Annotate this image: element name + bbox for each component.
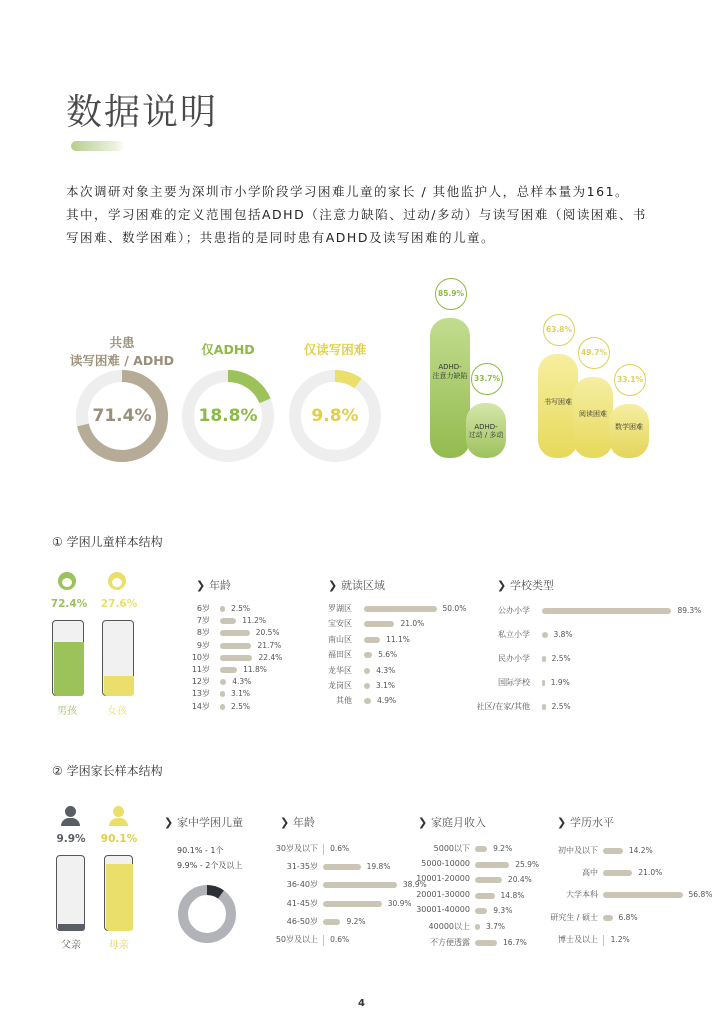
bar xyxy=(475,846,487,852)
bar-label: 民办小学 xyxy=(498,654,530,663)
children-donut-arc xyxy=(207,890,221,894)
bar-label: 36-40岁 xyxy=(286,880,318,890)
chevron-right-icon: ❯ xyxy=(280,816,294,829)
parent-bar-fill xyxy=(58,924,85,931)
bar-value: 2.5% xyxy=(551,702,571,711)
donut-label-line1: 仅ADHD xyxy=(201,342,255,357)
bar xyxy=(364,606,437,612)
pill-label-line: 注意力缺陷 xyxy=(432,371,468,380)
bar-label: 宝安区 xyxy=(328,619,352,629)
chevron-right-icon: ❯ xyxy=(196,579,210,592)
bar xyxy=(475,893,495,899)
title-underline xyxy=(71,141,125,151)
children-donut-track xyxy=(183,890,231,938)
bar-value: 4.3% xyxy=(232,677,252,687)
donut-label xyxy=(168,340,288,358)
bar-value: 22.4% xyxy=(258,652,283,662)
parent-bar-fill xyxy=(106,864,133,931)
subtitle-text: 学历水平 xyxy=(570,816,615,829)
bar-value: 16.7% xyxy=(503,937,527,947)
children-donut xyxy=(175,882,239,946)
bar xyxy=(220,655,252,661)
bar-value: 2.5% xyxy=(551,654,571,663)
donut-label-line1: 仅读写困难 xyxy=(303,342,367,357)
bar-label: 10岁 xyxy=(191,652,210,662)
bar xyxy=(323,882,397,888)
bar-value: 20.5% xyxy=(255,628,280,638)
pill-label-line: ADHD- xyxy=(474,422,498,431)
gender-bar-fill xyxy=(54,642,84,696)
pill-label xyxy=(609,423,649,432)
bar xyxy=(364,652,372,658)
bar-label: 7岁 xyxy=(196,616,210,626)
chevron-right-icon: ❯ xyxy=(557,816,571,829)
bar-value: 19.8% xyxy=(366,862,391,872)
bar-tick xyxy=(323,935,324,946)
pill-label-line: 数学困难 xyxy=(615,423,643,431)
donut-value: 71.4% xyxy=(92,406,152,426)
page-title: 数据说明 xyxy=(66,92,219,133)
bar xyxy=(220,630,250,636)
intro-line-3: 写困难、数学困难）；共患指的是同时患有ADHD及读写困难的儿童。 xyxy=(66,230,495,245)
bar-value: 2.5% xyxy=(231,701,251,711)
chevron-right-icon: ❯ xyxy=(418,816,432,829)
children-subtitle xyxy=(164,814,243,830)
chevron-right-icon: ❯ xyxy=(328,579,342,592)
income-subtitle xyxy=(418,814,486,830)
bar xyxy=(542,704,546,710)
pill-value-badge: 33.1% xyxy=(614,364,646,396)
pill-label xyxy=(538,398,578,407)
bar xyxy=(475,877,502,883)
section1-title: ① 学困儿童样本结构 xyxy=(52,535,163,549)
bar-label: 11岁 xyxy=(191,665,210,674)
chevron-right-icon: ❯ xyxy=(497,579,511,592)
school-subtitle xyxy=(497,577,554,593)
girl-icon-face xyxy=(112,578,122,587)
parent-bar-frame xyxy=(56,855,85,931)
father-icon xyxy=(65,806,76,817)
bar-value: 9.3% xyxy=(493,906,513,916)
donut-arc xyxy=(335,376,358,383)
gender-pct: 72.4% xyxy=(50,598,88,610)
intro-line-1: 本次调研对象主要为深圳市小学阶段学习困难儿童的家长 / 其他监护人，总样本量为161。 xyxy=(66,184,630,199)
subtitle-text: 就读区域 xyxy=(341,579,386,592)
bar-label: 8岁 xyxy=(196,628,210,638)
donut-value: 18.8% xyxy=(198,406,258,426)
bar-value: 38.9% xyxy=(402,880,427,890)
bar xyxy=(323,864,361,870)
bar xyxy=(603,848,623,854)
bar-label: 41-45岁 xyxy=(286,898,318,908)
parent-label: 母亲 xyxy=(109,940,129,951)
bar xyxy=(364,683,370,689)
father-icon-body xyxy=(61,818,80,826)
bar-value: 1.2% xyxy=(610,934,630,944)
bar-value: 6.8% xyxy=(618,912,638,922)
bar-label: 龙华区 xyxy=(328,665,352,675)
bar-value: 11.2% xyxy=(242,616,267,626)
bar-value: 30.9% xyxy=(387,898,412,908)
gender-pct: 27.6% xyxy=(100,598,138,610)
pill-value-badge: 49.7% xyxy=(578,337,610,369)
parent-pct: 9.9% xyxy=(56,833,86,845)
subtitle-text: 学校类型 xyxy=(510,579,555,592)
bar-label: 初中及以下 xyxy=(558,846,598,855)
intro-line-2: 其中，学习困难的定义范围包括ADHD（注意力缺陷、过动/多动）与读写困难（阅读困难、书 xyxy=(66,207,647,222)
bar xyxy=(475,862,509,868)
donut-value: 9.8% xyxy=(311,406,359,426)
bar-value: 9.2% xyxy=(493,844,513,853)
bar xyxy=(603,892,683,898)
bar-value: 2.5% xyxy=(231,604,251,613)
pill-label xyxy=(466,423,506,441)
bar-label: 40000以上 xyxy=(428,922,470,931)
bar-label: 不方便透露 xyxy=(430,937,470,947)
pill-label-line: 过动 / 多动 xyxy=(468,431,504,440)
gender-label: 男孩 xyxy=(57,706,77,717)
bar xyxy=(542,680,545,686)
bar-value: 9.2% xyxy=(346,916,366,926)
bar-value: 3.8% xyxy=(553,630,573,639)
bar-label: 南山区 xyxy=(328,634,352,644)
donut-label xyxy=(62,333,182,369)
bar xyxy=(364,621,394,627)
parent-pct: 90.1% xyxy=(100,833,138,845)
gender-label: 女孩 xyxy=(107,706,127,717)
gender-bar-fill xyxy=(104,676,134,696)
bar-label: 龙岗区 xyxy=(328,681,352,690)
pill-value-badge: 33.7% xyxy=(471,363,503,395)
bar-label: 博士及以上 xyxy=(558,934,598,944)
bar xyxy=(475,908,487,914)
bar xyxy=(364,668,370,674)
bar-value: 21.0% xyxy=(638,868,663,878)
bar-value: 11.8% xyxy=(243,665,267,674)
bar-value: 21.7% xyxy=(257,640,282,650)
pill-label xyxy=(430,363,470,381)
pill-label-line: ADHD- xyxy=(438,363,462,371)
bar xyxy=(220,704,225,710)
bar-label: 5000-10000 xyxy=(421,858,470,868)
bar-label: 公办小学 xyxy=(498,606,530,615)
bar-label: 高中 xyxy=(582,868,598,878)
bar xyxy=(220,667,237,673)
bar xyxy=(364,698,371,704)
bar-value: 50.0% xyxy=(442,604,467,613)
bar xyxy=(364,637,380,643)
bar xyxy=(542,656,546,662)
bar-label: 30岁及以下 xyxy=(275,844,318,853)
bar-label: 31-35岁 xyxy=(286,862,318,872)
bar-value: 25.9% xyxy=(515,859,540,869)
section2-title: ② 学困家长样本结构 xyxy=(52,764,163,778)
bar-value: 3.7% xyxy=(486,922,506,931)
bar xyxy=(220,643,251,649)
bar-label: 6岁 xyxy=(196,604,210,613)
bar-label: 大学本科 xyxy=(566,890,598,900)
bar-value: 21.0% xyxy=(400,619,425,629)
bar xyxy=(603,870,632,876)
bar xyxy=(220,691,225,697)
bar-label: 福田区 xyxy=(328,650,352,660)
bar xyxy=(542,632,548,638)
bar xyxy=(603,915,613,921)
children-legend-1: 90.1% - 1个 xyxy=(177,846,224,855)
donut-label-line1: 共患 xyxy=(109,335,135,350)
pill-label-line: 书写困难 xyxy=(544,398,572,406)
bar-label: 其他 xyxy=(336,696,352,706)
pill-bar xyxy=(430,318,470,458)
bar-value: 1.9% xyxy=(550,678,570,687)
chevron-right-icon: ❯ xyxy=(164,816,178,829)
bar-label: 13岁 xyxy=(191,689,210,699)
bar-value: 56.8% xyxy=(688,890,713,900)
bar-label: 46-50岁 xyxy=(286,916,318,926)
pill-value-badge: 63.8% xyxy=(543,314,575,346)
children-legend-2: 9.9% - 2个及以上 xyxy=(177,861,243,870)
education-subtitle xyxy=(557,814,614,830)
subtitle-text: 家中学困儿童 xyxy=(177,816,244,829)
bar-value: 5.6% xyxy=(378,650,398,660)
bar-value: 4.9% xyxy=(377,696,397,706)
age-subtitle xyxy=(196,577,231,593)
donut-label-line2: 读写困难 / ADHD xyxy=(69,353,175,368)
bar-label: 研究生 / 硕士 xyxy=(550,912,598,922)
bar xyxy=(220,679,226,685)
bar-label: 14岁 xyxy=(191,701,210,711)
bar-value: 20.4% xyxy=(507,875,532,885)
bar xyxy=(542,608,671,614)
bar xyxy=(220,618,236,624)
bar-label: 罗湖区 xyxy=(328,604,352,613)
bar-tick xyxy=(323,844,324,855)
bar-label: 30001-40000 xyxy=(416,905,470,915)
bar-label: 5000以下 xyxy=(433,844,470,853)
bar xyxy=(220,606,225,612)
bar xyxy=(323,901,382,907)
bar-value: 0.6% xyxy=(330,844,350,853)
bar-value: 14.2% xyxy=(628,846,653,855)
parent-age-subtitle xyxy=(280,814,315,830)
donut-label xyxy=(275,340,395,358)
bar-label: 50岁及以上 xyxy=(275,935,318,944)
mother-icon xyxy=(113,806,124,817)
bar xyxy=(323,919,340,925)
pill-label-line: 阅读困难 xyxy=(579,409,607,418)
bar-label: 12岁 xyxy=(191,677,210,687)
donut-arc xyxy=(228,376,265,401)
bar-label: 20001-30000 xyxy=(416,889,470,899)
page-number: 4 xyxy=(358,998,365,1009)
bar-value: 4.3% xyxy=(376,665,396,675)
bar-tick xyxy=(603,935,604,946)
parent-label: 父亲 xyxy=(61,940,81,951)
subtitle-text: 年龄 xyxy=(293,816,316,829)
subtitle-text: 家庭月收入 xyxy=(431,816,487,829)
bar-value: 89.3% xyxy=(677,606,702,615)
bar-label: 国际学校 xyxy=(498,678,530,687)
bar-value: 3.1% xyxy=(231,689,251,699)
bar xyxy=(475,924,480,930)
bar-value: 14.8% xyxy=(500,890,525,900)
pill-label xyxy=(573,410,613,419)
bar-value: 0.6% xyxy=(330,935,350,944)
district-subtitle xyxy=(328,577,385,593)
bar-value: 3.1% xyxy=(376,681,396,690)
subtitle-text: 年龄 xyxy=(209,579,232,592)
pill-value-badge: 85.9% xyxy=(435,278,467,310)
bar-value: 11.1% xyxy=(386,634,410,644)
bar-label: 10001-20000 xyxy=(416,874,470,884)
bar-label: 社区/在家/其他 xyxy=(476,702,530,711)
bar-label: 9岁 xyxy=(196,640,210,650)
bar xyxy=(475,940,497,946)
boy-icon-face xyxy=(62,578,72,587)
bar-label: 私立小学 xyxy=(498,630,530,639)
mother-icon-body xyxy=(109,818,128,826)
